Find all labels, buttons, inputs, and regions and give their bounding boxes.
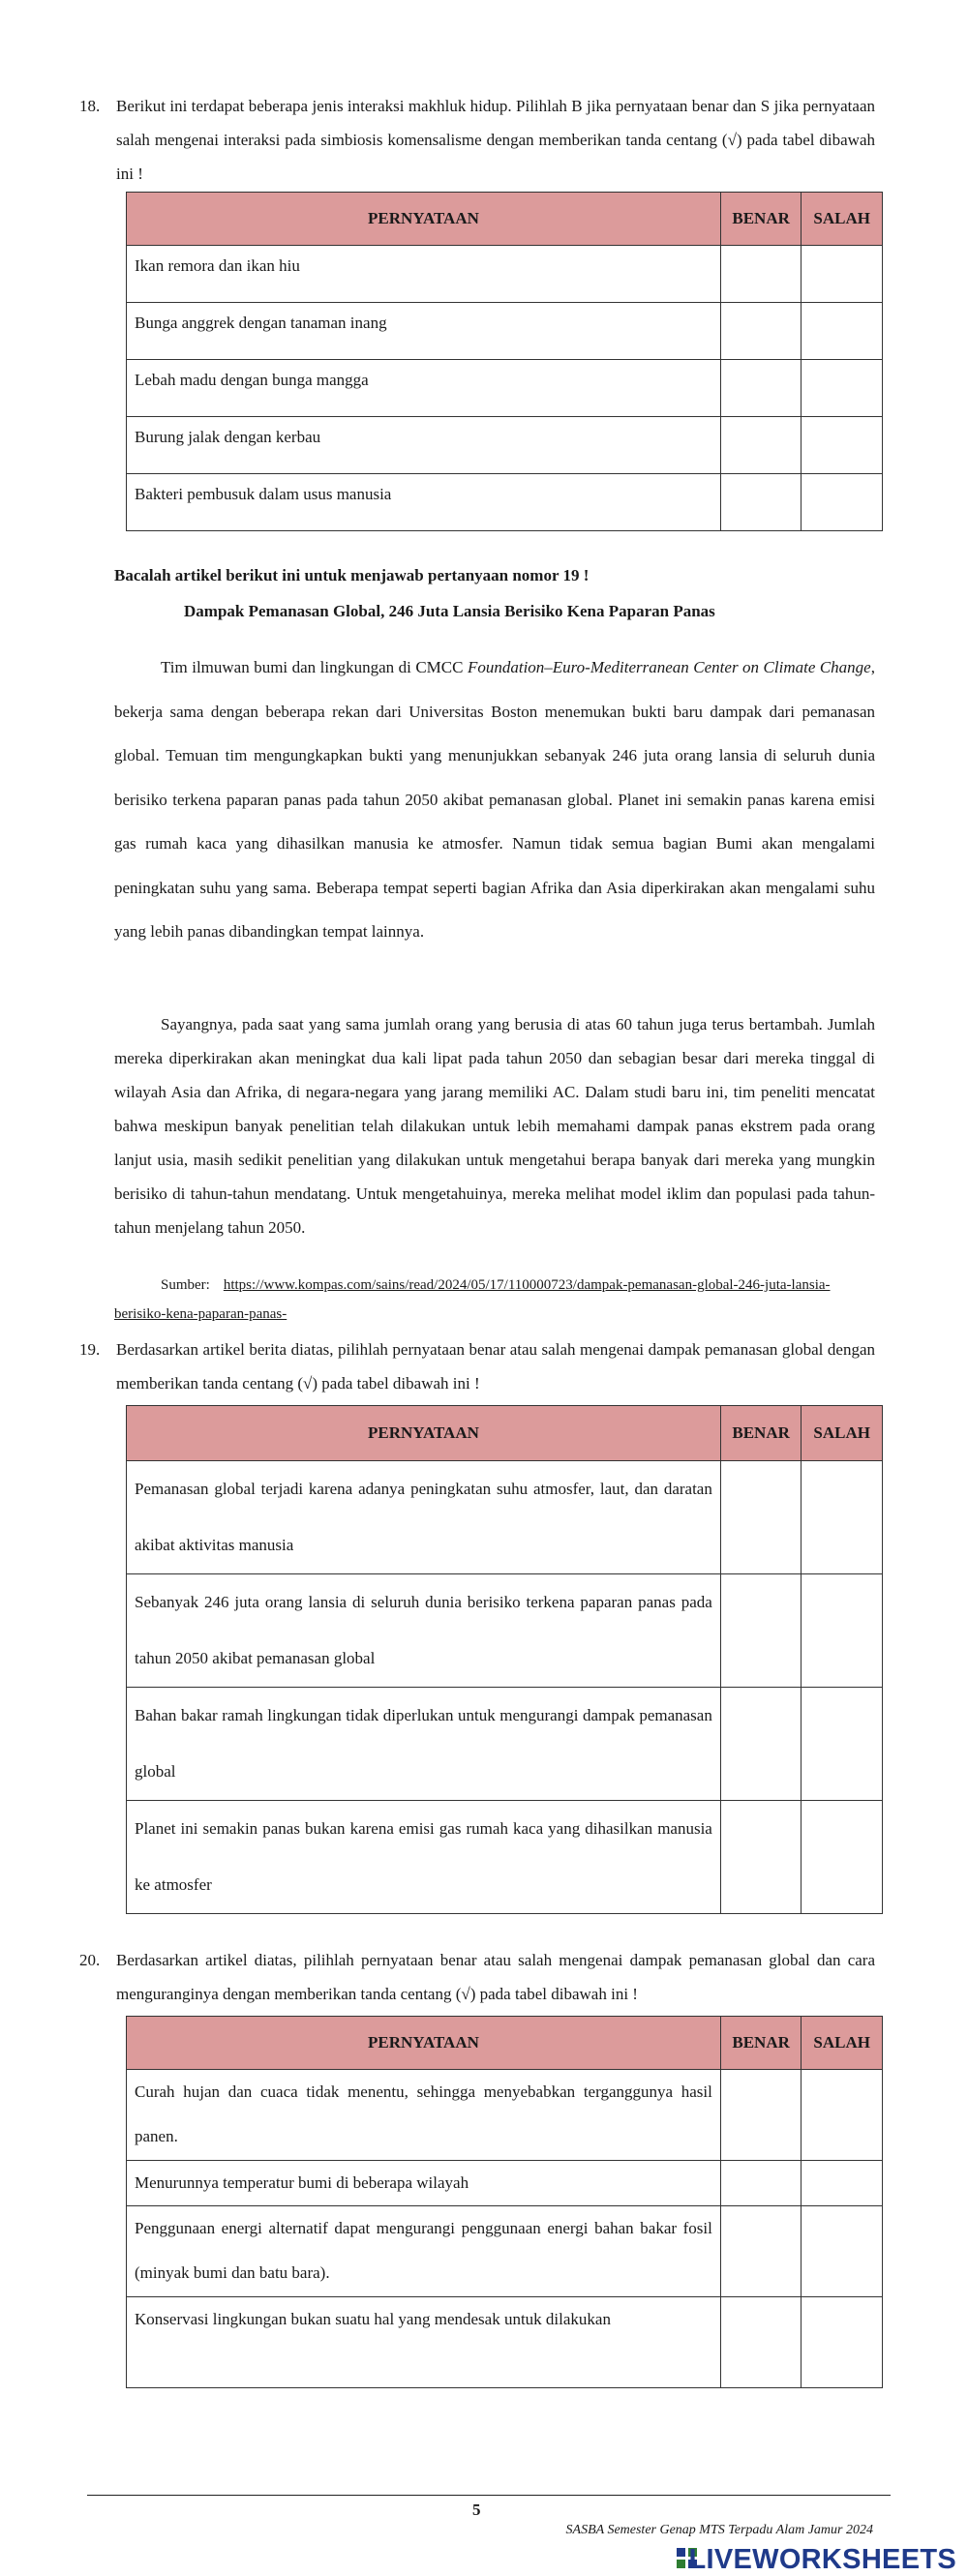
- statement-cell: Pemanasan global terjadi karena adanya peningkatan suhu atmosfer, laut, dan daratan akibat aktivitas manusia: [127, 1461, 721, 1574]
- true-checkbox-cell[interactable]: [720, 2297, 802, 2388]
- question-19: [79, 1333, 875, 1400]
- footer-text: SASBA Semester Genap MTS Terpadu Alam Jamur 2024: [565, 2523, 873, 2537]
- answer-table-18: [126, 192, 883, 531]
- false-checkbox-cell[interactable]: [802, 1688, 883, 1801]
- footer-divider: [87, 2495, 891, 2496]
- false-checkbox-cell[interactable]: [802, 303, 883, 360]
- statement-cell: Lebah madu dengan bunga mangga: [127, 360, 721, 417]
- false-checkbox-cell[interactable]: [802, 1461, 883, 1574]
- true-checkbox-cell[interactable]: [720, 2206, 802, 2297]
- table-header: [127, 193, 883, 246]
- header-false: SALAH: [802, 2017, 883, 2070]
- question-number: 19.: [79, 1340, 101, 1359]
- statement-cell: Konservasi lingkungan bukan suatu hal yang mendesak untuk dilakukan: [127, 2297, 721, 2388]
- false-checkbox-cell[interactable]: [802, 2070, 883, 2161]
- source-label: Sumber:: [161, 1277, 210, 1293]
- false-checkbox-cell[interactable]: [802, 1801, 883, 1914]
- true-checkbox-cell[interactable]: [720, 1801, 802, 1914]
- false-checkbox-cell[interactable]: [802, 1574, 883, 1688]
- answer-table-19: [126, 1405, 883, 1914]
- table-row: [127, 1801, 883, 1914]
- statement-cell: Penggunaan energi alternatif dapat mengurangi penggunaan energi bahan bakar fosil (minyak bumi dan batu bara).: [127, 2206, 721, 2297]
- question-text: Berdasarkan artikel diatas, pilihlah pernyataan benar atau salah mengenai dampak pemanasan global dan cara menguranginya dengan memberikan tanda centang (√) pada tabel dibawah ini !: [116, 1951, 875, 2003]
- statement-cell: Menurunnya temperatur bumi di beberapa wilayah: [127, 2161, 721, 2206]
- true-checkbox-cell[interactable]: [720, 2161, 802, 2206]
- statement-cell: Bahan bakar ramah lingkungan tidak diperlukan untuk mengurangi dampak pemanasan global: [127, 1688, 721, 1801]
- true-checkbox-cell[interactable]: [720, 474, 802, 531]
- header-false: SALAH: [802, 193, 883, 246]
- table-row: [127, 1688, 883, 1801]
- table-header: [127, 2017, 883, 2070]
- header-true: BENAR: [720, 193, 802, 246]
- true-checkbox-cell[interactable]: [720, 303, 802, 360]
- false-checkbox-cell[interactable]: [802, 246, 883, 303]
- liveworksheets-brand[interactable]: LIVEWORKSHEETS: [688, 2544, 956, 2575]
- table-row: [127, 2297, 883, 2388]
- table-row: [127, 1574, 883, 1688]
- header-statement: PERNYATAAN: [127, 193, 721, 246]
- statement-cell: Bakteri pembusuk dalam usus manusia: [127, 474, 721, 531]
- table-row: [127, 1461, 883, 1574]
- table-row: [127, 474, 883, 531]
- table-row: [127, 417, 883, 474]
- true-checkbox-cell[interactable]: [720, 1461, 802, 1574]
- statement-cell: Sebanyak 246 juta orang lansia di seluruh dunia berisiko terkena paparan panas pada tahun 2050 akibat pemanasan global: [127, 1574, 721, 1688]
- question-number: 20.: [79, 1951, 101, 1969]
- question-text: Berikut ini terdapat beberapa jenis interaksi makhluk hidup. Pilihlah B jika pernyataan benar dan S jika pernyataan salah mengenai interaksi pada simbiosis komensalisme dengan memberikan tanda centang (√) pada tabel dibawah ini !: [116, 97, 875, 183]
- table-row: [127, 2070, 883, 2161]
- statement-cell: Curah hujan dan cuaca tidak menentu, sehingga menyebabkan terganggunya hasil panen.: [127, 2070, 721, 2161]
- table-row: [127, 2161, 883, 2206]
- source-link[interactable]: https://www.kompas.com/sains/read/2024/05/17/110000723/dampak-pemanasan-global-246-juta-lansia-berisiko-kena-paparan-panas-: [114, 1277, 831, 1322]
- article-intro: Bacalah artikel berikut ini untuk menjawab pertanyaan nomor 19 !: [114, 566, 590, 584]
- organization-name: Foundation–Euro-Mediterranean Center on Climate Change: [467, 658, 871, 676]
- table-row: [127, 246, 883, 303]
- header-false: SALAH: [802, 1406, 883, 1461]
- table-row: [127, 2206, 883, 2297]
- statement-cell: Burung jalak dengan kerbau: [127, 417, 721, 474]
- false-checkbox-cell[interactable]: [802, 2206, 883, 2297]
- answer-table-20: [126, 2016, 883, 2388]
- statement-cell: Planet ini semakin panas bukan karena emisi gas rumah kaca yang dihasilkan manusia ke atmosfer: [127, 1801, 721, 1914]
- statement-cell: Ikan remora dan ikan hiu: [127, 246, 721, 303]
- false-checkbox-cell[interactable]: [802, 360, 883, 417]
- true-checkbox-cell[interactable]: [720, 417, 802, 474]
- true-checkbox-cell[interactable]: [720, 2070, 802, 2161]
- header-true: BENAR: [720, 2017, 802, 2070]
- true-checkbox-cell[interactable]: [720, 1574, 802, 1688]
- true-checkbox-cell[interactable]: [720, 246, 802, 303]
- question-20: [79, 1943, 875, 2011]
- article-paragraph-1: Tim ilmuwan bumi dan lingkungan di CMCC Foundation–Euro-Mediterranean Center on Climate Change, bekerja sama dengan beberapa rekan dari Universitas Boston menemukan bukti baru dampak dari pemanasan global. Temuan tim mengungkapkan bukti yang menunjukkan sebanyak 246 juta orang lansia di seluruh dunia berisiko terkena paparan panas pada tahun 2050 akibat pemanasan global. Planet ini semakin panas karena emisi gas rumah kaca yang dihasilkan manusia ke atmosfer. Namun tidak semua bagian Bumi akan mengalami peningkatan suhu yang sama. Beberapa tempat seperti bagian Afrika dan Asia diperkirakan akan mengalami suhu yang lebih panas dibandingkan tempat lainnya.: [114, 658, 875, 941]
- false-checkbox-cell[interactable]: [802, 474, 883, 531]
- question-number: 18.: [79, 97, 101, 115]
- page-number: 5: [472, 2501, 481, 2519]
- statement-cell: Bunga anggrek dengan tanaman inang: [127, 303, 721, 360]
- question-18: [79, 89, 875, 191]
- header-statement: PERNYATAAN: [127, 2017, 721, 2070]
- true-checkbox-cell[interactable]: [720, 360, 802, 417]
- true-checkbox-cell[interactable]: [720, 1688, 802, 1801]
- article-title: Dampak Pemanasan Global, 246 Juta Lansia Berisiko Kena Paparan Panas: [184, 602, 715, 620]
- article-paragraph-2: Sayangnya, pada saat yang sama jumlah orang yang berusia di atas 60 tahun juga terus bertambah. Jumlah mereka diperkirakan akan meningkat dua kali lipat pada tahun 2050 dan sebagian besar dari mereka tinggal di wilayah Asia dan Afrika, di negara-negara yang jarang memiliki AC. Dalam studi baru ini, tim peneliti mencatat bahwa meskipun banyak penelitian telah dilakukan untuk lebih memahami dampak panas ekstrem pada orang lanjut usia, masih sedikit penelitian yang dilakukan untuk mengetahui berapa banyak dari mereka yang mungkin berisiko di tahun-tahun mendatang. Untuk mengetahuinya, mereka melihat model iklim dan populasi pada tahun-tahun menjelang tahun 2050.: [114, 1015, 875, 1237]
- false-checkbox-cell[interactable]: [802, 417, 883, 474]
- article-source: [114, 1271, 875, 1329]
- header-true: BENAR: [720, 1406, 802, 1461]
- table-row: [127, 360, 883, 417]
- false-checkbox-cell[interactable]: [802, 2161, 883, 2206]
- header-statement: PERNYATAAN: [127, 1406, 721, 1461]
- table-row: [127, 303, 883, 360]
- question-text: Berdasarkan artikel berita diatas, pilihlah pernyataan benar atau salah mengenai dampak pemanasan global dengan memberikan tanda centang (√) pada tabel dibawah ini !: [116, 1340, 875, 1393]
- table-header: [127, 1406, 883, 1461]
- false-checkbox-cell[interactable]: [802, 2297, 883, 2388]
